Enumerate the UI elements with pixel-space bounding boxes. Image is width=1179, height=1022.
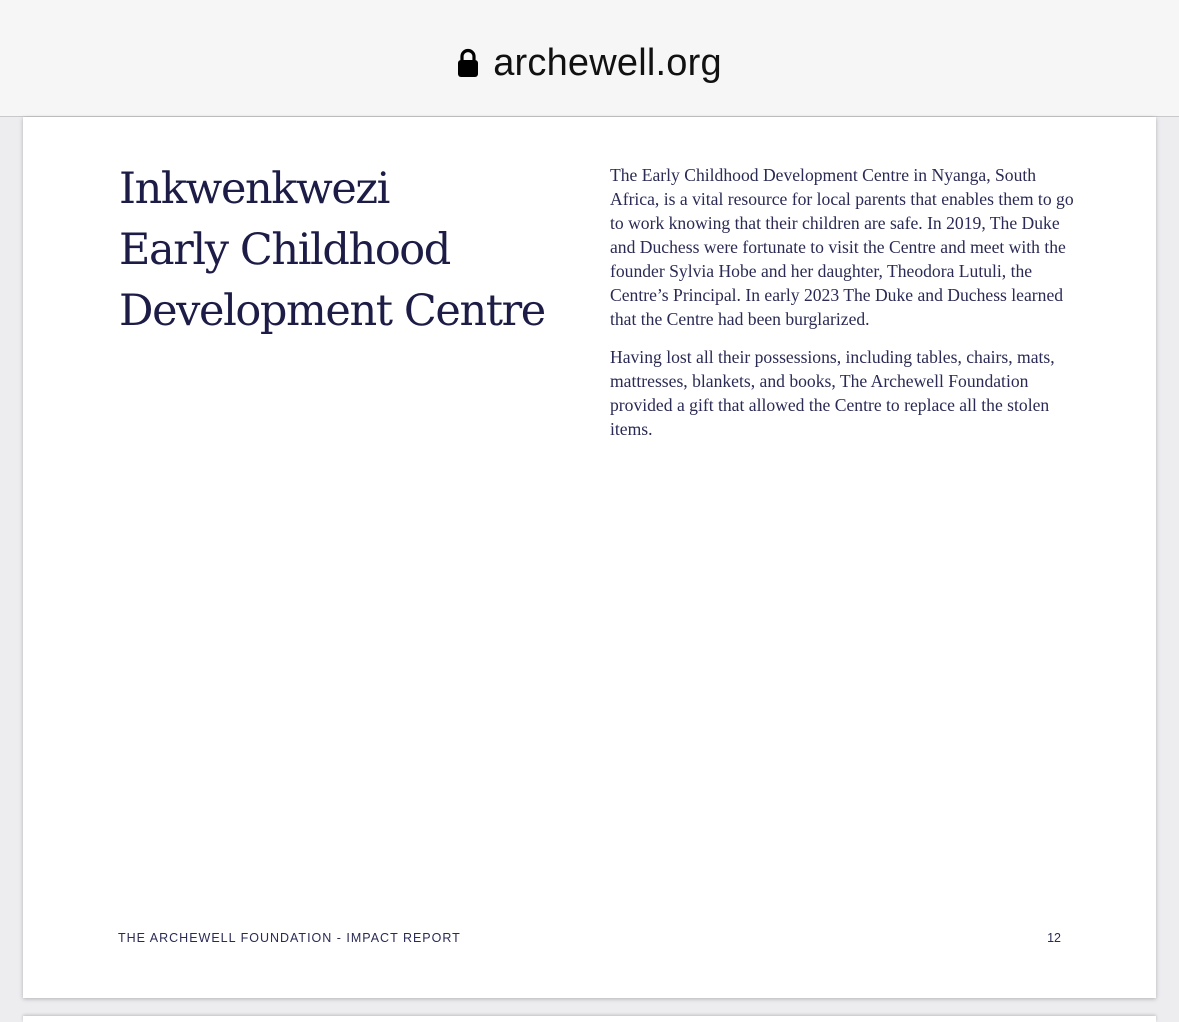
report-page xyxy=(23,117,1156,998)
url-display[interactable] xyxy=(0,40,1179,86)
footer-label: THE ARCHEWELL FOUNDATION - IMPACT REPORT xyxy=(118,931,461,945)
title-line: Inkwenkwezi xyxy=(119,164,389,214)
url-text[interactable]: archewell.org xyxy=(493,42,722,84)
body-paragraph: The Early Childhood Development Centre in Nyanga, South Africa, is a vital resource for local parents that enables them to go to work knowing that their children are safe. In 2019, The Duke and Duchess were fortunate to visit the Centre and meet with the founder Sylvia Hobe and her daughter, Theodora Lutuli, the Centre’s Principal. In early 2023 The Duke and Duchess learned that the Centre had been burglarized. xyxy=(610,165,1074,329)
lock-icon xyxy=(457,48,479,78)
body-paragraph: Having lost all their possessions, including tables, chairs, mats, mattresses, blankets, and books, The Archewell Foundation provided a gift that allowed the Centre to replace all the stolen items. xyxy=(610,347,1055,439)
body-text-column xyxy=(610,163,1080,455)
browser-address-bar[interactable] xyxy=(0,0,1179,117)
title-line: Early Childhood xyxy=(119,225,450,275)
page-title xyxy=(119,159,579,342)
title-line: Development Centre xyxy=(119,286,545,336)
page-number: 12 xyxy=(1047,931,1061,945)
next-page-edge xyxy=(23,1016,1156,1022)
